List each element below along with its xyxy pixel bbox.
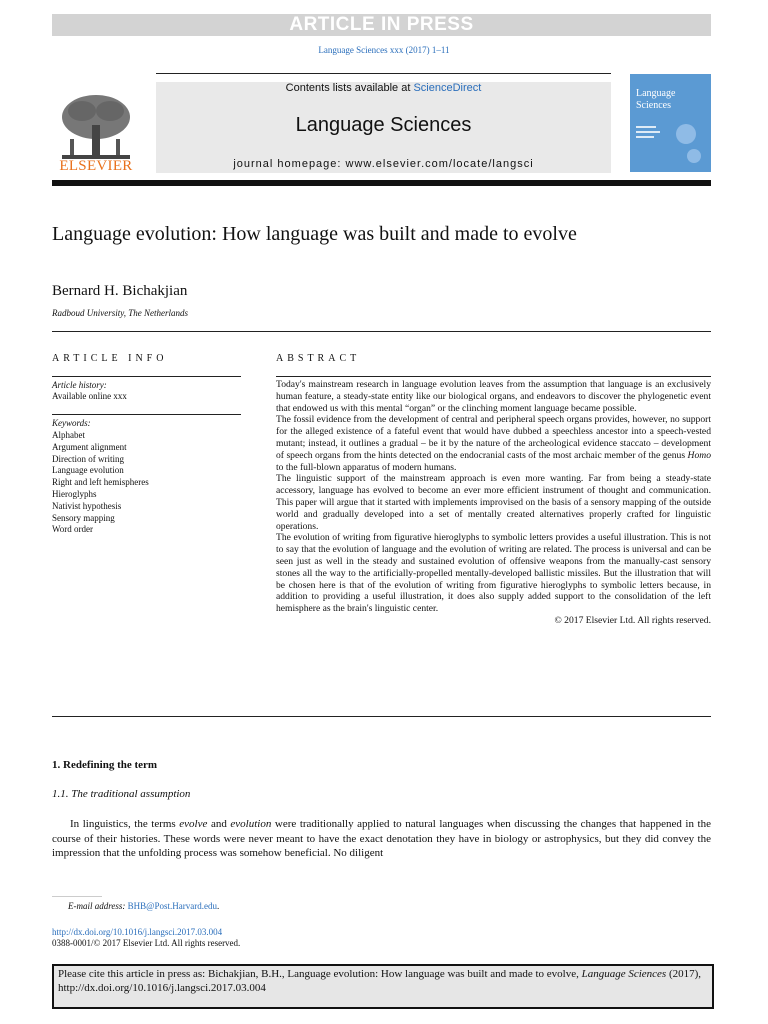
- footnote-rule: [52, 896, 102, 897]
- journal-reference-link[interactable]: Language Sciences xxx (2017) 1–11: [318, 45, 450, 55]
- abstract-body: [276, 379, 711, 627]
- email-link[interactable]: BHB@Post.Harvard.edu: [127, 901, 217, 911]
- keyword-item: Right and left hemispheres: [52, 477, 149, 488]
- journal-homepage[interactable]: journal homepage: www.elsevier.com/locate/langsci: [233, 158, 534, 170]
- keyword-item: Language evolution: [52, 465, 124, 476]
- section-heading: 1. Redefining the term: [52, 759, 158, 771]
- article-info-rule: [52, 376, 241, 377]
- cover-title-line2: Sciences: [636, 100, 671, 111]
- keywords-list: [52, 430, 149, 536]
- author-affiliation: Radboud University, The Netherlands: [52, 308, 188, 318]
- journal-masthead: [156, 82, 611, 173]
- article-in-press-banner: ARTICLE IN PRESS: [52, 14, 711, 36]
- title-divider: [52, 331, 711, 332]
- footnote-email: [68, 901, 219, 911]
- keyword-item: Word order: [52, 524, 94, 535]
- email-label: E-mail address:: [68, 901, 126, 911]
- citation-prefix: Please cite this article in press as: Bichakjian, B.H., Language evolution: How language was built and made to evolve,: [58, 968, 582, 980]
- doi-link[interactable]: http://dx.doi.org/10.1016/j.langsci.2017.03.004: [52, 927, 223, 937]
- sciencedirect-link[interactable]: ScienceDirect: [413, 82, 482, 94]
- cover-title-line1: Language: [636, 88, 676, 99]
- article-info-heading: ARTICLE INFO: [52, 353, 168, 364]
- body-text-c: were traditionally applied to natural languages when discussing the changes that happened in the course of their histories. These words were never meant to have the exact denotation they have in biology or astrophysics, but they did convey the impression that the unfolding process was somehow beneficial. No diligent: [52, 818, 711, 859]
- history-value: Available online xxx: [52, 391, 127, 401]
- article-title: Language evolution: How language was built and made to evolve: [52, 223, 577, 245]
- keywords-rule: [52, 414, 241, 415]
- contents-line: [156, 82, 611, 94]
- keyword-item: Nativist hypothesis: [52, 500, 122, 511]
- header-thick-rule: [52, 180, 711, 186]
- body-text-a: In linguistics, the terms: [70, 818, 180, 830]
- subsection-heading: 1.1. The traditional assumption: [52, 788, 191, 800]
- keyword-item: Sensory mapping: [52, 512, 115, 523]
- history-label: Article history:: [52, 380, 107, 390]
- abstract-paragraph-1: Today's mainstream research in language evolution leaves from the assumption that language is an exclusively human feature, a steady-state entity like our biological organs, and endeavors to discover the phylogenetic event that endowed us with this mental “organ” or the clinching moment language became possible.: [276, 379, 711, 414]
- issn-line: 0388-0001/© 2017 Elsevier Ltd. All rights reserved.: [52, 938, 241, 948]
- copyright-notice: © 2017 Elsevier Ltd. All rights reserved.: [554, 614, 711, 626]
- abstract-bottom-rule: [52, 716, 711, 717]
- abstract-paragraph-3: The linguistic support of the mainstream approach is even more wanting. Far from being a steady-state accessory, language has evolved to become an ever more efficient instrument of thought and communication. This paper will argue that it started with implements improvised on the basis of a sensory mapping of the outside world and gradually developed into a set of mentally created alternatives properly crafted for linguistic operations.: [276, 473, 711, 532]
- header-top-rule: [156, 73, 611, 74]
- genus-italic: Homo: [687, 449, 711, 461]
- body-paragraph: [52, 817, 711, 861]
- keyword-item: Direction of writing: [52, 453, 124, 464]
- citation-journal: Language Sciences: [581, 968, 667, 980]
- body-text-b: and: [207, 818, 231, 830]
- keyword-item: Argument alignment: [52, 441, 127, 452]
- abstract-rule: [276, 376, 711, 377]
- author-name: Bernard H. Bichakjian: [52, 283, 188, 299]
- abstract-p2-start: The fossil evidence from the development of central and peripheral speech organs provides, however, no support for the alleged existence of a fateful event that would have dubbed a speechless ancestor into a speech-vested mutant; instead, it outlines a gradual – be it by the nature of the archeological evidence staccato – development of speech organs from the hints detected on the endocranial casts of the most archaic member of the genus: [276, 414, 711, 461]
- journal-cover-thumbnail: [630, 74, 711, 172]
- body-italic-evolution: evolution: [230, 818, 272, 830]
- abstract-paragraph-4: The evolution of writing from figurative hieroglyphs to symbolic letters provides a useful illustration. This is not to say that the evolution of language and the evolution of writing are related. The process is universal and can be seen just as well in the steady and sustained evolution of offensive weapons from the manually-cast sensory stones all the way to the artificially-propelled mentally-developed ballistic missiles. But the illustration that will be chosen here is that of the evolution of writing from figurative hieroglyphs to symbolic letters because, in addition to providing a useful illustration, it does also supply added support to the consolidation of the left hemisphere as the brain's linguistic center.: [276, 532, 711, 615]
- keywords-label: Keywords:: [52, 418, 91, 428]
- keyword-item: Alphabet: [52, 430, 85, 440]
- body-italic-evolve: evolve: [179, 818, 208, 830]
- abstract-paragraph-2: [276, 414, 711, 473]
- journal-title: Language Sciences: [295, 114, 472, 136]
- email-suffix: .: [216, 901, 220, 911]
- citation-box: [52, 964, 714, 1009]
- citation-suffix: (2017), http://dx.doi.org/10.1016/j.langsci.2017.03.004: [58, 968, 702, 994]
- contents-prefix: Contents lists available at: [285, 82, 414, 94]
- abstract-heading: ABSTRACT: [276, 353, 361, 364]
- keyword-item: Hieroglyphs: [52, 488, 97, 499]
- elsevier-wordmark: ELSEVIER: [59, 158, 133, 174]
- abstract-p2-end: to the full-blown apparatus of modern humans.: [276, 461, 457, 473]
